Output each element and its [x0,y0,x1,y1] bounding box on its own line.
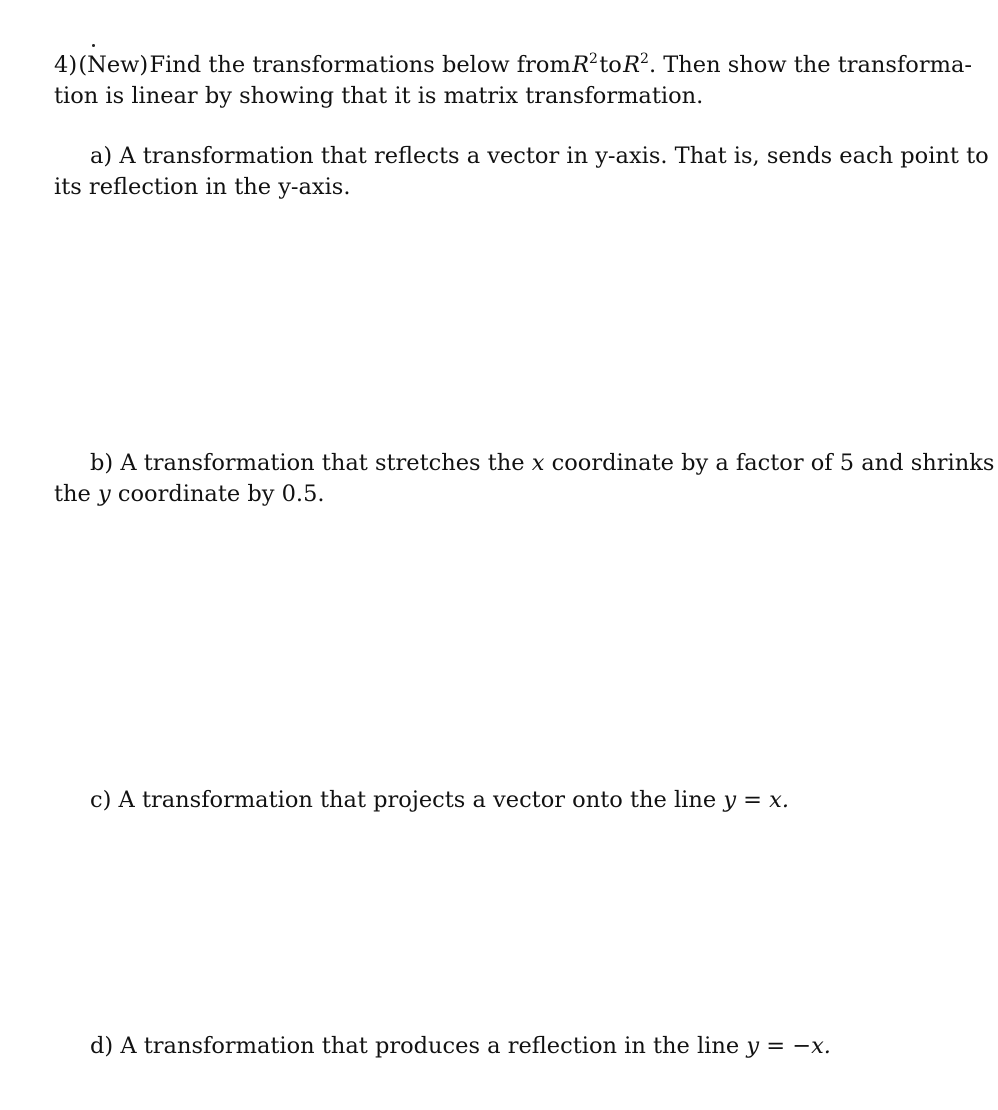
part-d-label: d) [90,1033,114,1059]
part-b [54,448,995,510]
part-d-line-1 [54,1031,972,1062]
part-d-equation: y = −x. [746,1033,831,1059]
var-y: y [98,481,111,507]
problem-4-line-1 [54,50,972,81]
problem-text-start: Find the transformations below from [149,52,571,78]
problem-4-statement [54,50,972,112]
part-a-label: a) [90,143,113,169]
part-a-line-1 [54,141,989,172]
stray-dot [92,44,95,47]
var-x: x [531,450,545,476]
part-b-label: b) [90,450,114,476]
part-b-text-1: A transformation that stretches the x coordinate by a factor of 5 and shrinks [120,450,995,476]
part-c-text: A transformation that projects a vector onto the line [118,787,717,813]
problem-number: 4) [54,52,78,78]
part-c-equation: y = x. [723,787,790,813]
part-d [54,1031,972,1062]
part-a-line-2: its reflection in the y-axis. [54,174,351,200]
part-c-line-1 [54,785,972,816]
part-d-text: A transformation that produces a reflection in the line [120,1033,740,1059]
part-a-text-1: A transformation that reflects a vector in y-axis. That is, sends each point to [119,143,989,169]
domain-space: $R^2$ [572,51,598,78]
problem-to-word: to [599,52,622,78]
problem-4-line-2: tion is linear by showing that it is matrix transformation. [54,83,704,109]
codomain-space: $R^2$. Then show the transforma- [623,51,972,78]
part-c-label: c) [90,787,112,813]
part-b-line-2: the y coordinate by 0.5. [54,481,325,507]
problem-tag: (New) [78,52,149,78]
part-a [54,141,989,203]
part-c [54,785,972,816]
part-b-line-1 [54,448,995,479]
